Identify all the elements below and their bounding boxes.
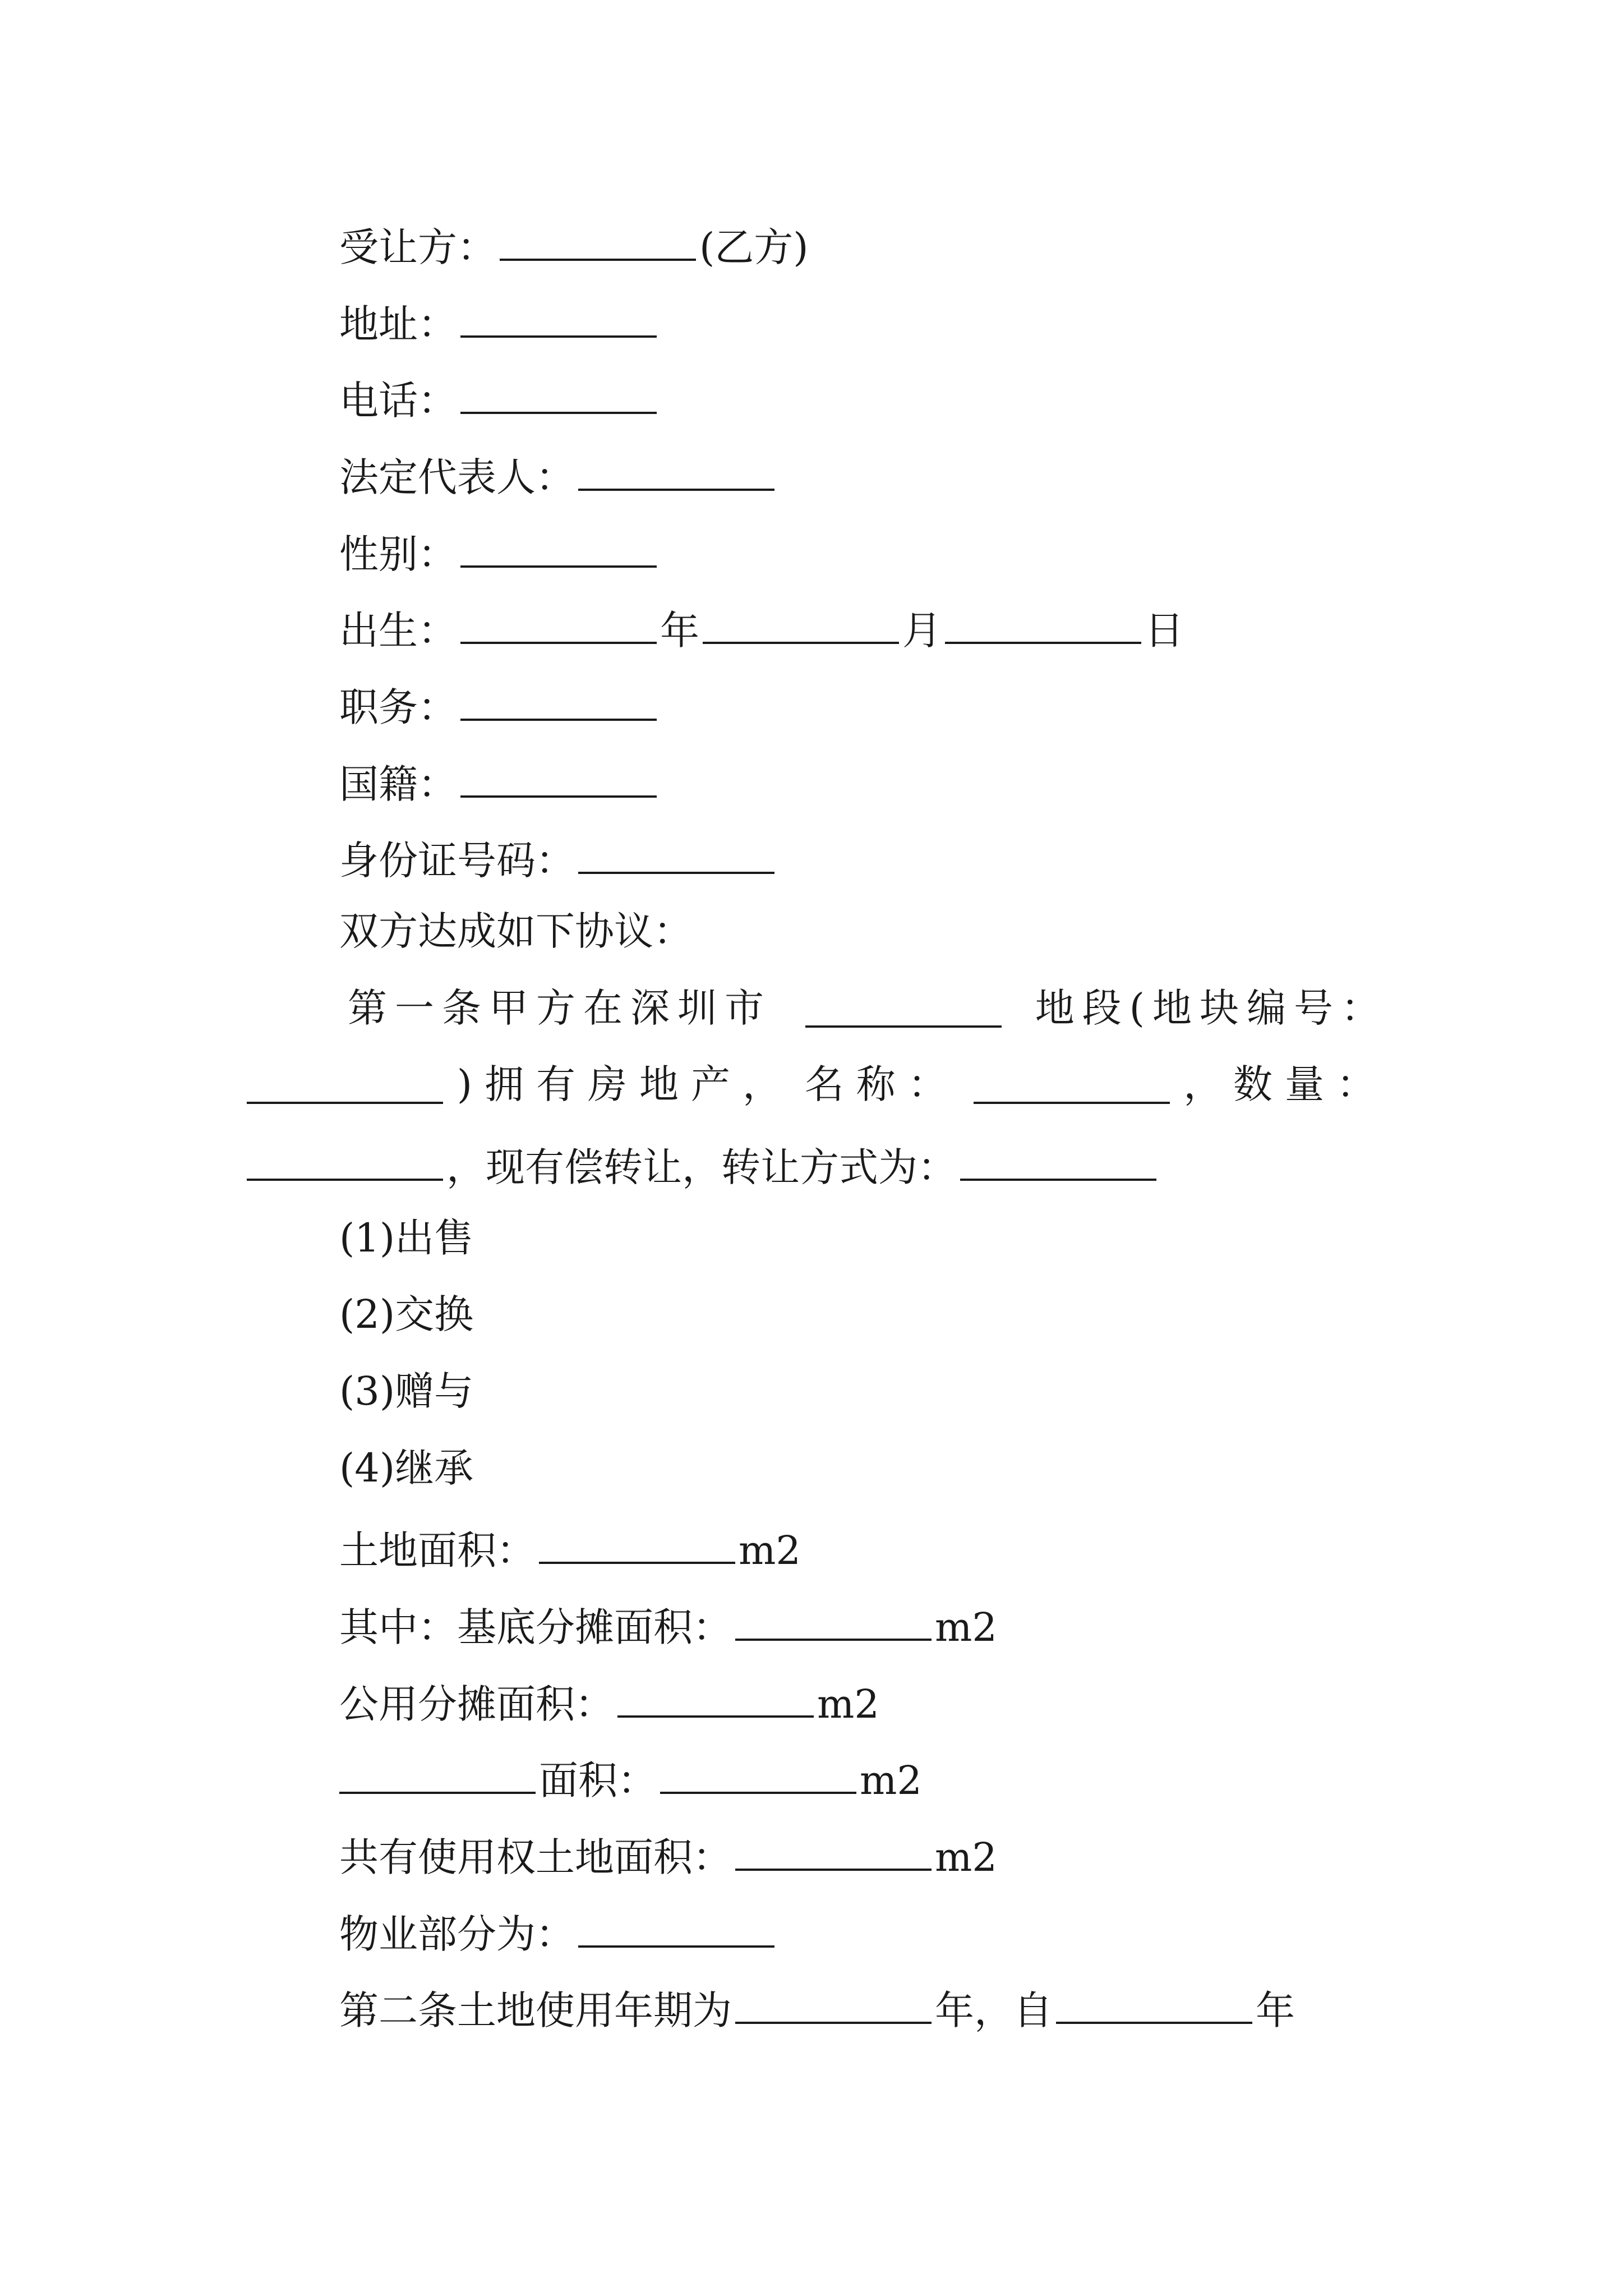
land-area-unit: m2: [739, 1527, 801, 1573]
transfer-method-blank: [960, 1142, 1156, 1181]
agreement-intro: [339, 908, 693, 954]
birth-month-blank: [703, 605, 899, 644]
property-part-label: 物业部分为：: [339, 1911, 575, 1957]
other-area-line: [339, 1755, 922, 1803]
option-inheritance: [339, 1445, 474, 1491]
nationality-label: 国籍：: [339, 761, 457, 807]
article1-line3: [247, 1142, 1160, 1190]
transferee-label: 受让方：: [339, 224, 496, 270]
start-year-label: 年: [1256, 1987, 1295, 2033]
article1-line2: [247, 1061, 1388, 1107]
land-area-line: [339, 1525, 801, 1573]
area-type-blank: [339, 1755, 536, 1794]
public-area-unit: m2: [817, 1681, 879, 1727]
option-sale-text: (1)出售: [339, 1215, 474, 1261]
shared-land-line: [339, 1832, 997, 1880]
option-gift: [339, 1368, 474, 1414]
district-blank: [805, 988, 1002, 1028]
term-from-label: 年，自: [935, 1987, 1053, 2033]
quantity-blank: [247, 1142, 443, 1181]
position-label: 职务：: [339, 684, 457, 730]
property-part-blank: [578, 1908, 774, 1948]
nationality-line: [339, 758, 660, 807]
base-area-line: [339, 1602, 997, 1650]
article2-heading: 第二条土地使用年期为: [339, 1987, 732, 2033]
birth-day-blank: [945, 605, 1141, 644]
address-blank: [460, 298, 657, 338]
legal-rep-label: 法定代表人：: [339, 454, 575, 500]
public-area-blank: [617, 1678, 814, 1718]
base-area-label: 其中：基底分摊面积：: [339, 1604, 732, 1650]
property-name-label: 名称：: [804, 1061, 960, 1107]
gender-blank: [460, 528, 657, 568]
owns-property-text: )拥有房地产，: [457, 1061, 795, 1107]
id-blank: [578, 835, 774, 874]
phone-blank: [460, 375, 657, 414]
gender-line: [339, 528, 660, 577]
base-area-unit: m2: [935, 1604, 997, 1650]
article2-line: [339, 1985, 1295, 2033]
area-unit: m2: [860, 1757, 922, 1803]
birth-label: 出生：: [339, 608, 457, 654]
shared-land-label: 共有使用权土地面积：: [339, 1834, 732, 1880]
property-name-blank: [974, 1065, 1170, 1104]
option-exchange-text: (2)交换: [339, 1291, 474, 1337]
transfer-method-label: ，现有偿转让，转让方式为：: [446, 1144, 957, 1190]
property-part-line: [339, 1908, 778, 1957]
article1-heading: 第一条甲方在深圳市: [348, 985, 772, 1031]
phone-line: [339, 375, 660, 424]
area-blank: [660, 1755, 856, 1794]
area-label: 面积：: [539, 1757, 657, 1803]
transferee-suffix: (乙方): [699, 224, 809, 270]
comma: ，: [1183, 1061, 1223, 1107]
birth-day-label: 日: [1145, 608, 1184, 654]
birth-month-label: 月: [902, 608, 942, 654]
birth-line: [339, 605, 1184, 654]
option-inheritance-text: (4)继承: [339, 1445, 474, 1491]
position-blank: [460, 682, 657, 721]
legal-rep-line: [339, 452, 778, 500]
nationality-blank: [460, 758, 657, 798]
public-area-line: [339, 1678, 879, 1727]
base-area-blank: [735, 1602, 932, 1641]
id-line: [339, 835, 778, 884]
public-area-label: 公用分摊面积：: [339, 1681, 614, 1727]
id-label: 身份证号码：: [339, 838, 575, 884]
phone-label: 电话：: [339, 378, 457, 424]
legal-rep-blank: [578, 452, 774, 491]
start-year-blank: [1056, 1985, 1252, 2024]
shared-land-unit: m2: [935, 1834, 997, 1880]
option-sale: [339, 1215, 474, 1261]
position-line: [339, 682, 660, 730]
transferee-blank: [500, 222, 696, 261]
agreement-intro-text: 双方达成如下协议：: [339, 908, 693, 954]
term-years-blank: [735, 1985, 932, 2024]
parcel-number-label: 地段(地块编号：: [1035, 985, 1388, 1031]
address-label: 地址：: [339, 301, 457, 347]
article1-line1: [348, 985, 1388, 1031]
shared-land-blank: [735, 1832, 932, 1871]
birth-year-label: 年: [660, 608, 699, 654]
gender-label: 性别：: [339, 531, 457, 577]
option-exchange: [339, 1291, 474, 1337]
land-area-blank: [539, 1525, 735, 1564]
transferee-line: [339, 222, 809, 270]
quantity-label: 数量：: [1233, 1061, 1388, 1107]
land-area-label: 土地面积：: [339, 1527, 536, 1573]
option-gift-text: (3)赠与: [339, 1368, 474, 1414]
birth-year-blank: [460, 605, 657, 644]
address-line: [339, 298, 660, 347]
parcel-number-blank: [247, 1065, 443, 1104]
